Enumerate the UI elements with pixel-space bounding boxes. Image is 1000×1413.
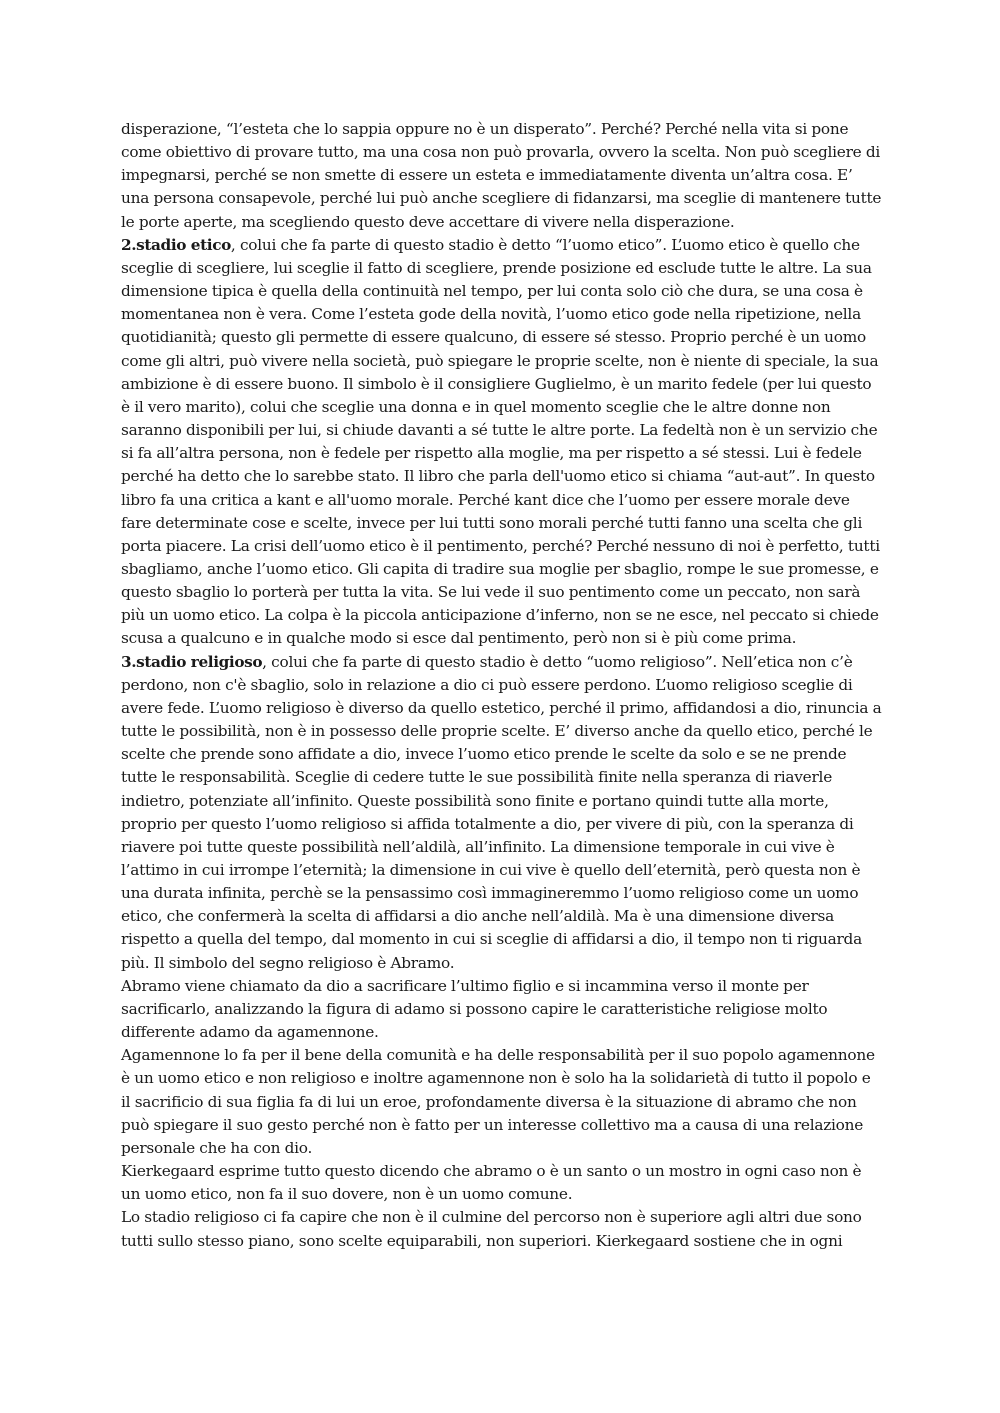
section-heading-stadio-religioso: 3.stadio religioso [121, 652, 263, 671]
paragraph-stadio-etico [121, 234, 883, 651]
paragraph-agamennone [121, 1044, 883, 1160]
paragraph-esteta-despair [121, 118, 883, 234]
paragraph-text: Lo stadio religioso ci fa capire che non è il culmine del percorso non è superiore agli altri due sono tutti sullo stesso piano, sono scelte equiparabili, non superiori. Kierkegaard sostiene che in ogni [121, 1208, 862, 1250]
section-heading-stadio-etico: 2.stadio etico [121, 235, 231, 254]
paragraph-stadio-religioso-conclusion [121, 1206, 883, 1252]
paragraph-text: Agamennone lo fa per il bene della comunità e ha delle responsabilità per il suo popolo agamennone è un uomo etico e non religioso e inoltre agamennone non è solo ha la solidarietà di tutto il popolo e il sacrificio di sua figlia fa di lui un eroe, profondamente diversa è la situazione di abramo che non può spiegare il suo gesto perché non è fatto per un interesse collettivo ma a causa di una relazione personale che ha con dio. [121, 1046, 875, 1157]
document-body [121, 118, 883, 1253]
paragraph-text: , colui che fa parte di questo stadio è detto “uomo religioso”. Nell’etica non c’è perdono, non c'è sbaglio, solo in relazione a dio ci può essere perdono. L’uomo religioso sceglie di avere fede. L’uomo religioso è diverso da quello estetico, perché il primo, affidandosi a dio, rinuncia a tutte le possibilità, non è in possesso delle proprie scelte. E’ diverso anche da quello etico, perché le scelte che prende sono affidate a dio, invece l’uomo etico prende le scelte da solo e se ne prende tutte le responsabilità. Sceglie di cedere tutte le sue possibilità finite nella speranza di riaverle indietro, potenziate all’infinito. Queste possibilità sono finite e portano quindi tutte alla morte, proprio per questo l’uomo religioso si affida totalmente a dio, per vivere di più, con la speranza di riavere poi tutte queste possibilità nell’aldilà, all’infinito. La dimensione temporale in cui vive è l’attimo in cui irrompe l’eternità; la dimensione in cui vive è quello dell’eternità, però questa non è una durata infinita, perchè se la pensassimo così immagineremmo l’uomo religioso come un uomo etico, che confermerà la scelta di affidarsi a dio anche nell’aldilà. Ma è una dimensione diversa rispetto a quella del tempo, dal momento in cui si sceglie di affidarsi a dio, il tempo non ti riguarda più. Il simbolo del segno religioso è Abramo. [121, 652, 882, 972]
paragraph-text: Kierkegaard esprime tutto questo dicendo che abramo o è un santo o un mostro in ogni caso non è un uomo etico, non fa il suo dovere, non è un uomo comune. [121, 1162, 862, 1204]
paragraph-kierkegaard-santo [121, 1160, 883, 1206]
paragraph-text: disperazione, “l’esteta che lo sappia oppure no è un disperato”. Perché? Perché nella vita si pone come obiettivo di provare tutto, ma una cosa non può provarla, ovvero la scelta. Non può scegliere di impegnarsi, perché se non smette di essere un esteta e immediatamente diventa un’altra cosa. E’ una persona consapevole, perché lui può anche scegliere di fidanzarsi, ma sceglie di mantenere tutte le porte aperte, ma scegliendo questo deve accettare di vivere nella disperazione. [121, 120, 882, 231]
paragraph-abramo [121, 975, 883, 1044]
paragraph-text: , colui che fa parte di questo stadio è detto “l’uomo etico”. L’uomo etico è quello che sceglie di scegliere, lui sceglie il fatto di scegliere, prende posizione ed esclude tutte le altre. La sua dimensione tipica è quella della continuità nel tempo, per lui conta solo ciò che dura, se una cosa è momentanea non è vera. Come l’esteta gode della novità, l’uomo etico gode nella ripetizione, nella quotidianità; questo gli permette di essere qualcuno, di essere sé stesso. Proprio perché è un uomo come gli altri, può vivere nella società, può spiegare le proprie scelte, non è niente di speciale, la sua ambizione è di essere buono. Il simbolo è il consigliere Guglielmo, è un marito fedele (per lui questo è il vero marito), colui che sceglie una donna e in quel momento sceglie che le altre donne non saranno disponibili per lui, si chiude davanti a sé tutte le altre porte. La fedeltà non è un servizio che si fa all’altra persona, non è fedele per rispetto alla moglie, ma per rispetto a sé stessi. Lui è fedele perché ha detto che lo sarebbe stato. Il libro che parla dell'uomo etico si chiama “aut-aut”. In questo libro fa una critica a kant e all'uomo morale. Perché kant dice che l’uomo per essere morale deve fare determinate cose e scelte, invece per lui tutti sono morali perché tutti fanno una scelta che gli porta piacere. La crisi dell’uomo etico è il pentimento, perché? Perché nessuno di noi è perfetto, tutti sbagliamo, anche l’uomo etico. Gli capita di tradire sua moglie per sbaglio, rompe le sue promesse, e questo sbaglio lo porterà per tutta la vita. Se lui vede il suo pentimento come un peccato, non sarà più un uomo etico. La colpa è la piccola anticipazione d’inferno, non se ne esce, nel peccato si chiede scusa a qualcuno e in qualche modo si esce dal pentimento, però non si è più come prima. [121, 235, 880, 648]
paragraph-text: Abramo viene chiamato da dio a sacrificare l’ultimo figlio e si incammina verso il monte per sacrificarlo, analizzando la figura di adamo si possono capire le caratteristiche religiose molto differente adamo da agamennone. [121, 976, 828, 1042]
paragraph-stadio-religioso [121, 651, 883, 975]
